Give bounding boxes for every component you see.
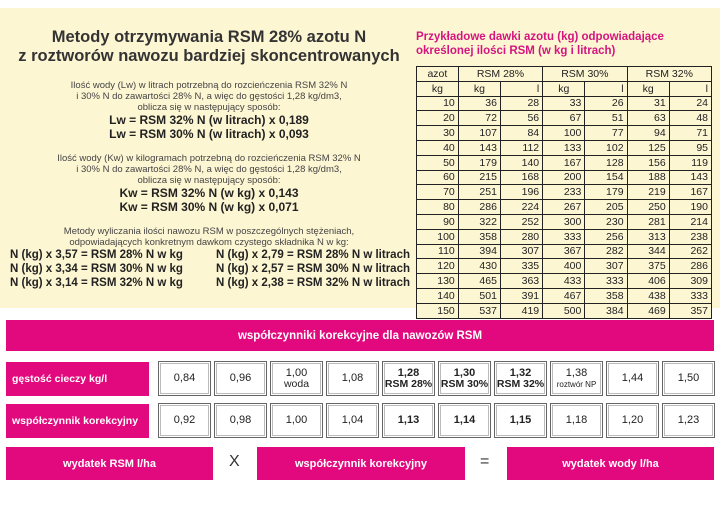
table-cell: 238: [670, 230, 711, 244]
density-cell: [382, 361, 435, 396]
table-cell: 40: [417, 141, 458, 155]
table-cell: 48: [670, 111, 711, 125]
table-row: [417, 126, 711, 140]
unit-header: kg: [417, 82, 458, 96]
density-value: 0,96: [229, 372, 252, 384]
table-cell: 400: [543, 259, 584, 273]
density-note: woda: [283, 377, 310, 390]
table-cell: 188: [628, 171, 669, 185]
unit-header: kg: [543, 82, 584, 96]
formula-text: Lw = RSM 32% N (w litrach) x 0,189: [109, 113, 309, 127]
density-value: 1,00: [285, 366, 308, 379]
density-cell: [270, 361, 323, 396]
table-cell: 140: [417, 289, 458, 303]
formula-text: Kw = RSM 32% N (w kg) x 0,143: [119, 186, 299, 200]
table-cell: 179: [459, 156, 500, 170]
table-cell: 219: [628, 185, 669, 199]
table-cell: 10: [417, 97, 458, 111]
table-row: [417, 141, 711, 155]
table-header-row: [417, 67, 711, 81]
table-cell: 33: [543, 97, 584, 111]
coef-label: współczynnik korekcyjny: [6, 404, 149, 438]
coef-box: współczynnik korekcyjny: [257, 447, 465, 480]
formula-text: Kw = RSM 30% N (w kg) x 0,071: [119, 200, 299, 214]
unit-header: l: [501, 82, 542, 96]
table-cell: 112: [501, 141, 542, 155]
table-cell: 51: [585, 111, 626, 125]
coef-value: 1,14: [453, 414, 476, 426]
column-header: azot: [417, 67, 458, 81]
table-cell: 286: [459, 200, 500, 214]
density-value: 1,08: [341, 372, 364, 384]
column-header: RSM 32%: [628, 67, 711, 81]
table-cell: 391: [501, 289, 542, 303]
main-title: Metody otrzymywania RSM 28% azotu N: [51, 28, 367, 46]
table-cell: 95: [670, 141, 711, 155]
table-cell: 333: [543, 230, 584, 244]
table-cell: 30: [417, 126, 458, 140]
table-cell: 128: [585, 156, 626, 170]
rsm-output-box: wydatek RSM l/ha: [6, 447, 213, 480]
table-cell: 282: [585, 245, 626, 259]
table-cell: 143: [459, 141, 500, 155]
table-cell: 133: [543, 141, 584, 155]
table-row: [417, 274, 711, 288]
table-cell: 179: [585, 185, 626, 199]
density-value: 1,38: [565, 366, 588, 379]
table-cell: 433: [543, 274, 584, 288]
table-cell: 394: [459, 245, 500, 259]
unit-header: l: [585, 82, 626, 96]
table-cell: 24: [670, 97, 711, 111]
table-cell: 70: [417, 185, 458, 199]
table-cell: 384: [585, 304, 626, 318]
coef-cell: [382, 403, 435, 438]
table-cell: 200: [543, 171, 584, 185]
table-row: [417, 245, 711, 259]
unit-header: l: [670, 82, 711, 96]
table-cell: 77: [585, 126, 626, 140]
table-cell: 100: [543, 126, 584, 140]
coef-value: 1,04: [341, 414, 364, 426]
method-formula: N (kg) x 2,79 = RSM 28% N w litrach: [216, 249, 410, 261]
table-cell: 233: [543, 185, 584, 199]
table-cell: 333: [670, 289, 711, 303]
table-row: [417, 185, 711, 199]
formula-text: Lw = RSM 30% N (w litrach) x 0,093: [109, 127, 309, 141]
coef-value: 1,20: [621, 414, 644, 426]
method-row: [4, 248, 414, 262]
table-cell: 465: [459, 274, 500, 288]
method-formula: N (kg) x 3,34 = RSM 30% N w kg: [10, 263, 183, 275]
density-value: 1,28: [397, 366, 420, 379]
table-cell: 344: [628, 245, 669, 259]
unit-header: kg: [459, 82, 500, 96]
table-cell: 168: [501, 171, 542, 185]
table-row: [417, 215, 711, 229]
table-cell: 196: [501, 185, 542, 199]
coef-cell: [606, 403, 659, 438]
table-cell: 467: [543, 289, 584, 303]
table-cell: 143: [670, 171, 711, 185]
column-header: RSM 30%: [543, 67, 626, 81]
table-cell: 71: [670, 126, 711, 140]
table-cell: 119: [670, 156, 711, 170]
table-cell: 84: [501, 126, 542, 140]
table-cell: 280: [501, 230, 542, 244]
coef-value: 1,18: [565, 414, 588, 426]
table-cell: 102: [585, 141, 626, 155]
table-cell: 130: [417, 274, 458, 288]
density-cell: [662, 361, 715, 396]
table-row: [417, 230, 711, 244]
coef-value: 1,15: [509, 414, 532, 426]
density-value: 1,30: [453, 366, 476, 379]
table-cell: 36: [459, 97, 500, 111]
dose-table: [416, 66, 712, 319]
table-cell: 94: [628, 126, 669, 140]
density-cell: [494, 361, 547, 396]
density-cell: [326, 361, 379, 396]
table-cell: 358: [459, 230, 500, 244]
table-cell: 214: [670, 215, 711, 229]
table-cell: 375: [628, 259, 669, 273]
table-cell: 313: [628, 230, 669, 244]
table-cell: 256: [585, 230, 626, 244]
table-cell: 224: [501, 200, 542, 214]
coef-cell: [214, 403, 267, 438]
description-text: i 30% N do zawartości 28% N, a więc do gęstości 1,28 kg/dm3,: [76, 91, 342, 102]
density-cell: [214, 361, 267, 396]
method-formula: N (kg) x 2,38 = RSM 32% N w litrach: [216, 277, 410, 289]
table-title-line: określonej ilości RSM (w kg i litrach): [416, 45, 616, 57]
coef-values: [158, 403, 715, 438]
table-cell: 60: [417, 171, 458, 185]
table-cell: 205: [585, 200, 626, 214]
table-cell: 469: [628, 304, 669, 318]
table-cell: 281: [628, 215, 669, 229]
method-formula: N (kg) x 3,14 = RSM 32% N w kg: [10, 277, 183, 289]
water-output-box: wydatek wody l/ha: [507, 447, 714, 480]
table-cell: 438: [628, 289, 669, 303]
table-row: [417, 97, 711, 111]
table-cell: 50: [417, 156, 458, 170]
table-cell: 335: [501, 259, 542, 273]
density-cell: [606, 361, 659, 396]
table-row: [417, 111, 711, 125]
table-cell: 230: [585, 215, 626, 229]
coef-cell: [494, 403, 547, 438]
density-note: roztwór NP: [556, 379, 597, 389]
correction-title: współczynniki korekcyjne dla nawozów RSM: [6, 320, 714, 351]
coef-cell: [662, 403, 715, 438]
density-note: RSM 30%: [440, 377, 489, 390]
table-cell: 72: [459, 111, 500, 125]
table-row: [417, 156, 711, 170]
column-header: RSM 28%: [459, 67, 542, 81]
method-row: [4, 276, 414, 290]
table-cell: 307: [501, 245, 542, 259]
table-cell: 367: [543, 245, 584, 259]
coef-cell: [438, 403, 491, 438]
coef-cell: [326, 403, 379, 438]
equals-sign: =: [480, 453, 490, 470]
coef-value: 1,00: [285, 414, 308, 426]
coef-cell: [158, 403, 211, 438]
table-cell: 501: [459, 289, 500, 303]
table-cell: 267: [543, 200, 584, 214]
table-cell: 20: [417, 111, 458, 125]
table-cell: 190: [670, 200, 711, 214]
table-cell: 430: [459, 259, 500, 273]
table-cell: 31: [628, 97, 669, 111]
density-value: 0,84: [173, 372, 196, 384]
method-row: [4, 262, 414, 276]
table-cell: 357: [670, 304, 711, 318]
table-cell: 363: [501, 274, 542, 288]
table-cell: 419: [501, 304, 542, 318]
coef-value: 1,23: [677, 414, 700, 426]
table-cell: 63: [628, 111, 669, 125]
table-row: [417, 259, 711, 273]
density-cell: [158, 361, 211, 396]
table-cell: 140: [501, 156, 542, 170]
table-cell: 252: [501, 215, 542, 229]
table-cell: 286: [670, 259, 711, 273]
table-cell: 307: [585, 259, 626, 273]
table-cell: 150: [417, 304, 458, 318]
density-value: 1,32: [509, 366, 532, 379]
table-cell: 322: [459, 215, 500, 229]
table-cell: 215: [459, 171, 500, 185]
coef-cell: [270, 403, 323, 438]
density-note: RSM 32%: [496, 377, 545, 390]
table-cell: 251: [459, 185, 500, 199]
description-text: oblicza się w następujący sposób:: [137, 102, 281, 113]
table-cell: 500: [543, 304, 584, 318]
density-value: 1,44: [621, 372, 644, 384]
density-values: [158, 361, 715, 396]
table-cell: 333: [585, 274, 626, 288]
table-cell: 300: [543, 215, 584, 229]
table-cell: 358: [585, 289, 626, 303]
table-subheader-row: [417, 82, 711, 96]
times-sign: X: [229, 453, 240, 470]
coef-value: 1,13: [397, 414, 420, 426]
table-cell: 56: [501, 111, 542, 125]
table-cell: 406: [628, 274, 669, 288]
density-cell: [550, 361, 603, 396]
methods-section: [4, 28, 414, 290]
coef-value: 0,92: [173, 414, 196, 426]
method-formula: N (kg) x 3,57 = RSM 28% N w kg: [10, 249, 183, 261]
table-cell: 167: [543, 156, 584, 170]
table-cell: 80: [417, 200, 458, 214]
table-title: [416, 30, 664, 58]
table-cell: 90: [417, 215, 458, 229]
density-cell: [438, 361, 491, 396]
table-cell: 167: [670, 185, 711, 199]
table-cell: 262: [670, 245, 711, 259]
coef-cell: [550, 403, 603, 438]
description-text: Ilość wody (Kw) w kilogramach potrzebną do rozcieńczenia RSM 32% N: [57, 153, 361, 164]
main-subtitle: z roztworów nawozu bardziej skoncentrowanych: [18, 47, 400, 65]
unit-header: kg: [628, 82, 669, 96]
density-note: RSM 28%: [384, 377, 433, 390]
table-cell: 537: [459, 304, 500, 318]
table-cell: 120: [417, 259, 458, 273]
table-row: [417, 304, 711, 318]
coef-value: 0,98: [229, 414, 252, 426]
description-text: oblicza się w następujący sposób:: [137, 175, 281, 186]
density-label: gęstość cieczy kg/l: [6, 362, 149, 396]
method-formula: N (kg) x 2,57 = RSM 30% N w litrach: [216, 263, 410, 275]
table-cell: 100: [417, 230, 458, 244]
table-cell: 67: [543, 111, 584, 125]
density-value: 1,50: [677, 372, 700, 384]
description-text: Metody wyliczania ilości nawozu RSM w poszczególnych stężeniach,: [63, 226, 355, 237]
table-cell: 156: [628, 156, 669, 170]
description-text: Ilość wody (Lw) w litrach potrzebną do rozcieńczenia RSM 32% N: [70, 80, 348, 91]
table-cell: 250: [628, 200, 669, 214]
table-row: [417, 200, 711, 214]
table-row: [417, 171, 711, 185]
table-title-line: Przykładowe dawki azotu (kg) odpowiadające: [416, 31, 664, 43]
table-cell: 28: [501, 97, 542, 111]
description-text: i 30% N do zawartości 28% N, a więc do gęstości 1,28 kg/dm3,: [76, 164, 342, 175]
table-cell: 110: [417, 245, 458, 259]
description-text: odpowiadających konkretnym dawkom czystego składnika N w kg:: [69, 237, 349, 248]
table-row: [417, 289, 711, 303]
table-cell: 26: [585, 97, 626, 111]
table-cell: 154: [585, 171, 626, 185]
table-cell: 107: [459, 126, 500, 140]
table-cell: 309: [670, 274, 711, 288]
table-cell: 125: [628, 141, 669, 155]
